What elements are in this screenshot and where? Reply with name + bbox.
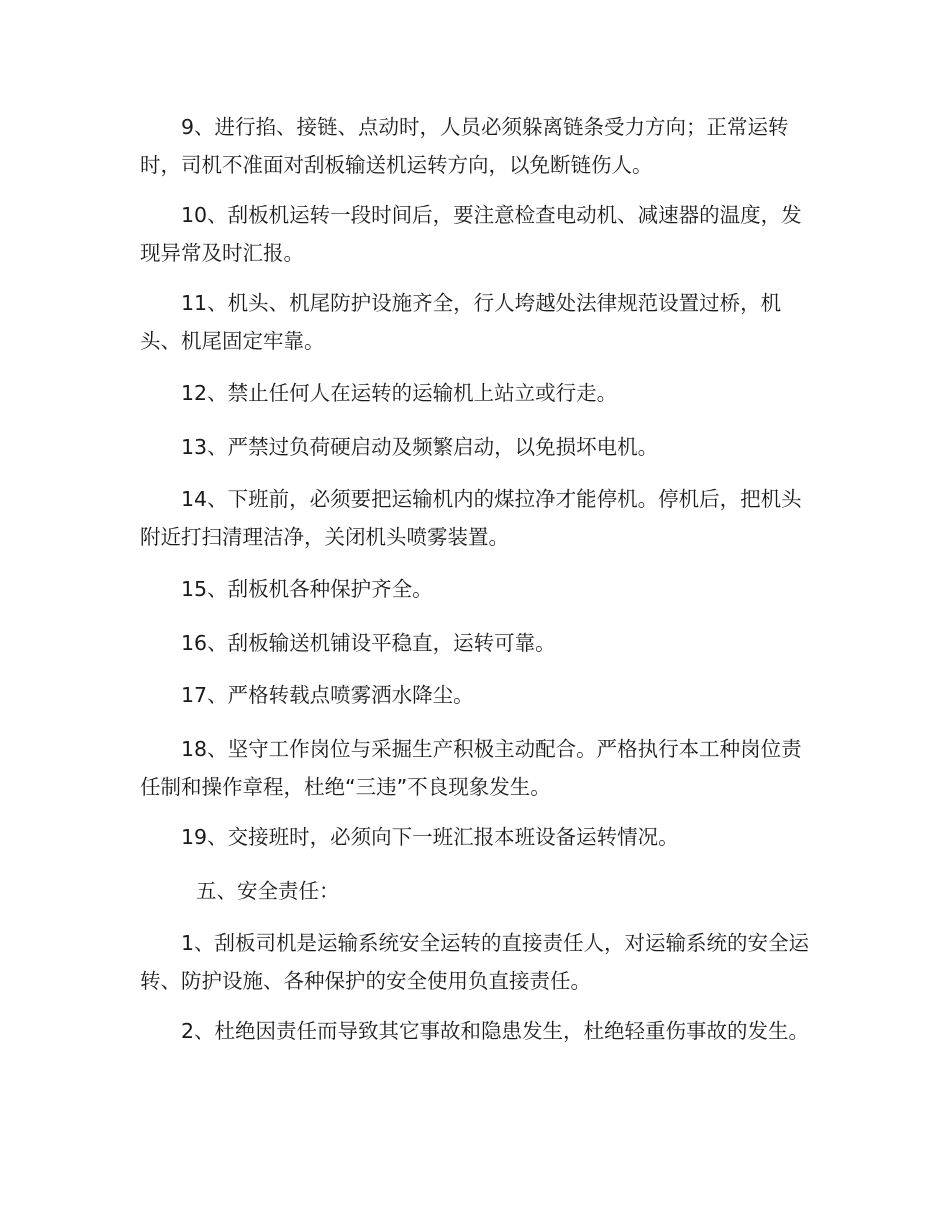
responsibility-item-2: 2、杜绝因责任而导致其它事故和隐患发生，杜绝轻重伤事故的发生。: [181, 1019, 810, 1043]
paragraph-item-14: 14、下班前，必须要把运输机内的煤拉净才能停机。停机后，把机头附近打扫清理洁净，关闭机头喷雾装置。: [140, 487, 802, 549]
paragraph-item-17: 17、严格转载点喷雾洒水降尘。: [181, 683, 474, 707]
section-heading-safety-responsibility: 五、安全责任：: [196, 879, 340, 903]
paragraph-item-19: 19、交接班时，必须向下一班汇报本班设备运转情况。: [181, 825, 679, 849]
paragraph-item-9: 9、进行掐、接链、点动时，人员必须躲离链条受力方向；正常运转时，司机不准面对刮板输送机运转方向，以免断链伤人。: [140, 115, 789, 177]
paragraph-item-10: 10、刮板机运转一段时间后，要注意检查电动机、减速器的温度，发现异常及时汇报。: [140, 203, 802, 265]
paragraph-item-15: 15、刮板机各种保护齐全。: [181, 577, 433, 601]
paragraph-item-12: 12、禁止任何人在运转的运输机上站立或行走。: [181, 381, 618, 405]
paragraph-item-16: 16、刮板输送机铺设平稳直，运转可靠。: [181, 631, 556, 655]
paragraph-item-13: 13、严禁过负荷硬启动及频繁启动，以免损坏电机。: [181, 435, 659, 459]
paragraph-item-18: 18、坚守工作岗位与采掘生产积极主动配合。严格执行本工种岗位责任制和操作章程，杜绝“三违”不良现象发生。: [140, 737, 802, 799]
paragraph-item-11: 11、机头、机尾防护设施齐全，行人垮越处法律规范设置过桥，机头、机尾固定牢靠。: [140, 291, 782, 353]
responsibility-item-1: 1、刮板司机是运输系统安全运转的直接责任人，对运输系统的安全运转、防护设施、各种保护的安全使用负直接责任。: [140, 931, 810, 993]
